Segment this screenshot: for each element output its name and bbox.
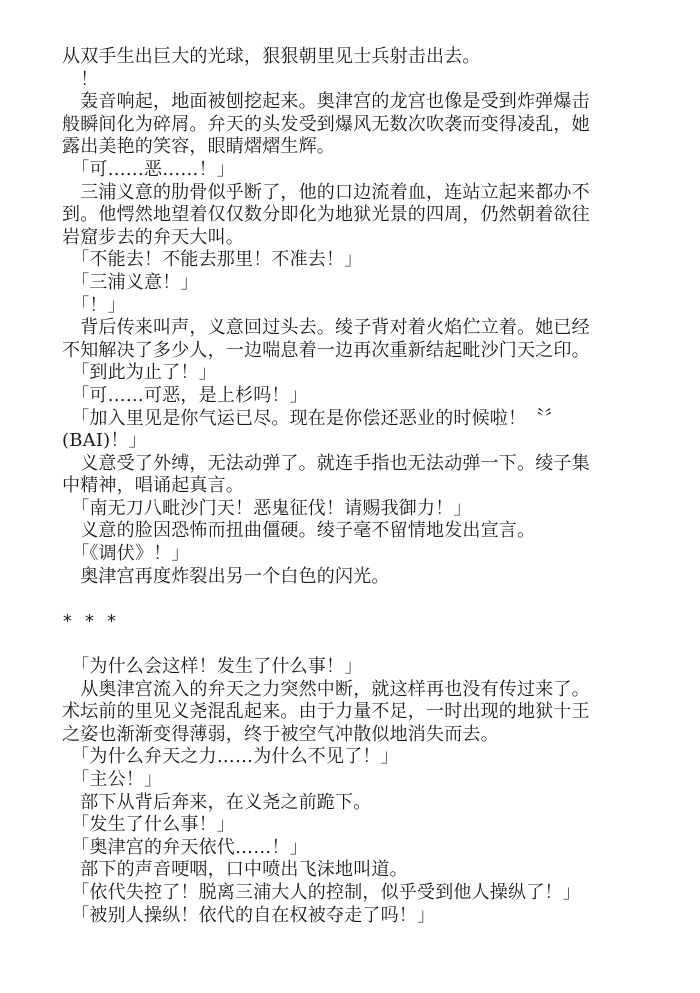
- text-line: 奥津宫再度炸裂出另一个白色的闪光。: [62, 565, 390, 587]
- text-line: 「为什么弁天之力……为什么不见了！」: [62, 746, 399, 768]
- document-page: [62, 46, 662, 927]
- text-line: 到。他愕然地望着仅仅数分即化为地狱光景的四周，仍然朝着欲往: [62, 204, 590, 226]
- text-line: 部下从背后奔来，在义尧之前跪下。: [62, 791, 372, 813]
- text-line: 岩窟步去的弁天大叫。: [62, 226, 244, 248]
- text-line: 从奥津宫流入的弁天之力突然中断，就这样再也没有传过来了。: [62, 678, 590, 700]
- text-line: 轰音响起，地面被刨挖起来。奥津宫的龙宫也像是受到炸弹爆击: [62, 91, 590, 113]
- spacer: [62, 588, 662, 611]
- text-line: 背后传来叫声，义意回过头去。绫子背对着火焰伫立着。她已经: [62, 317, 590, 339]
- text-line: (BAI)！」: [62, 430, 147, 452]
- text-line: 「南无刀八毗沙门天！恶鬼征伐！请赐我御力！」: [62, 497, 472, 519]
- text-block-1: [62, 46, 662, 588]
- text-line: 「发生了什么事！」: [62, 814, 235, 836]
- text-line: 术坛前的里见义尧混乱起来。由于力量不足，一时出现的地狱十王: [62, 701, 590, 723]
- text-line: 露出美艳的笑容，眼睛熠熠生辉。: [62, 136, 335, 158]
- text-line: 「！」: [62, 294, 126, 316]
- text-line: 「可……恶……！」: [62, 158, 235, 180]
- text-block-2: [62, 656, 662, 927]
- text-line: 「主公！」: [62, 769, 163, 790]
- text-line: 之姿也渐渐变得薄弱，终于被空气冲散似地消失而去。: [62, 723, 499, 745]
- text-line: 「不能去！不能去那里！不准去！」: [62, 249, 363, 271]
- text-line: 从双手生出巨大的光球，狠狠朝里见士兵射击出去。: [62, 46, 481, 67]
- text-line: 「可……可恶，是上杉吗！」: [62, 384, 308, 406]
- text-line: 义意受了外缚，无法动弹了。就连手指也无法动弹一下。绫子集: [62, 452, 590, 474]
- text-line: 三浦义意的肋骨似乎断了，他的口边流着血，连站立起来都办不: [62, 181, 590, 203]
- text-line: 部下的声音哽咽，口中喷出飞沫地叫道。: [62, 859, 408, 881]
- text-line: 不知解决了多少人，一边喘息着一边再次重新结起毗沙门天之印。: [62, 339, 590, 361]
- text-line: 「加入里见是你气运已尽。现在是你偿还恶业的时候啦！〝〞: [62, 407, 563, 429]
- spacer: [62, 633, 662, 656]
- text-line: 般瞬间化为碎屑。弁天的头发受到爆风无数次吹袭而变得凌乱，她: [62, 113, 590, 135]
- text-line: 「为什么会这样！发生了什么事！」: [62, 656, 363, 678]
- text-line: 中精神，唱诵起真言。: [62, 475, 244, 497]
- text-line: 「《调伏》！」: [62, 543, 190, 565]
- text-line: 「到此为止了！」: [62, 362, 217, 384]
- text-line: 「被别人操纵！依代的自在权被夺走了吗！」: [62, 904, 436, 926]
- text-line: 「依代失控了！脱离三浦大人的控制，似乎受到他人操纵了！」: [62, 881, 581, 903]
- text-line: ！: [62, 68, 99, 90]
- section-separator: * * *: [62, 610, 118, 632]
- text-line: 「奥津宫的弁天依代……！」: [62, 836, 308, 858]
- text-line: 义意的脸因恐怖而扭曲僵硬。绫子毫不留情地发出宣言。: [62, 520, 536, 542]
- text-line: 「三浦义意！」: [62, 271, 199, 293]
